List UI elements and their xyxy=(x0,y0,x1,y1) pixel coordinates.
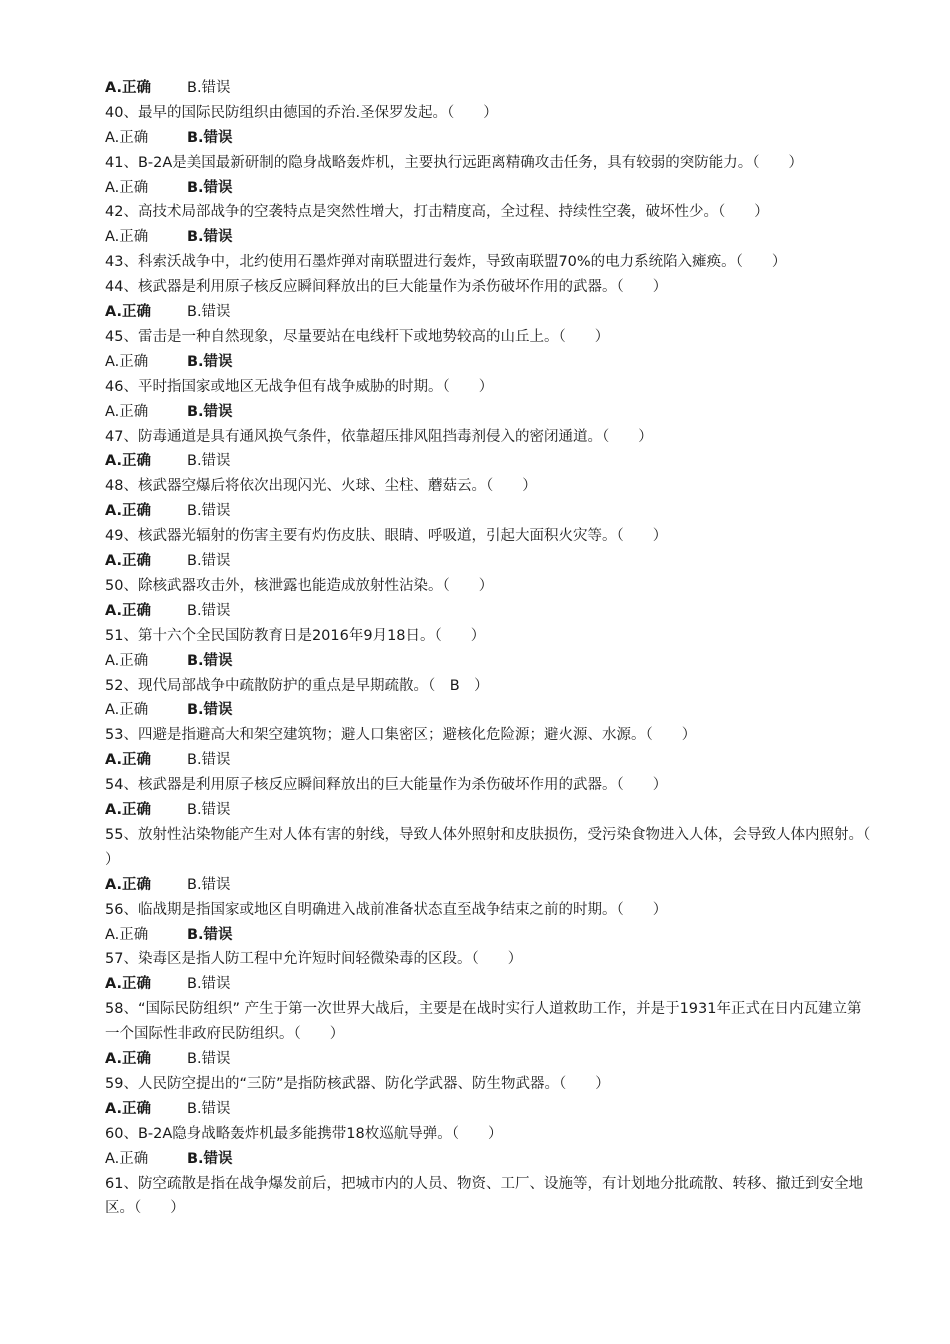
option-a-correct: A.正确 xyxy=(105,229,149,246)
question-text: 45、雷击是一种自然现象，尽量要站在电线杆下或地势较高的山丘上。（ ） xyxy=(105,328,610,345)
question-text: 55、放射性沾染物能产生对人体有害的射线，导致人体外照射和皮肤损伤，受污染食物进入人体，会导致人体内照射。（ ） xyxy=(105,826,900,868)
option-a-correct: A.正确 xyxy=(105,976,151,993)
answer-options xyxy=(105,126,875,151)
question-text: 48、核武器空爆后将依次出现闪光、火球、尘柱、蘑菇云。（ ） xyxy=(105,478,537,495)
option-a-correct: A.正确 xyxy=(105,652,149,669)
option-a-correct: A.正确 xyxy=(105,752,151,769)
question-text: 44、核武器是利用原子核反应瞬间释放出的巨大能量作为杀伤破坏作用的武器。（ ） xyxy=(105,279,668,296)
question-text: 41、B-2A是美国最新研制的隐身战略轰炸机，主要执行远距离精确攻击任务，具有较弱的突防能力。（ ） xyxy=(105,154,804,171)
answer-options xyxy=(105,1097,875,1122)
option-a-correct: A.正确 xyxy=(105,179,149,196)
answer-options xyxy=(105,499,875,524)
answer-options xyxy=(105,449,875,474)
answer-options xyxy=(105,923,875,948)
option-b-wrong: B.错误 xyxy=(187,453,231,470)
option-b-wrong: B.错误 xyxy=(187,80,231,96)
answer-options xyxy=(105,698,875,723)
question-text: 51、第十六个全民国防教育日是2016年9月18日。（ ） xyxy=(105,627,486,644)
question-text: 49、核武器光辐射的伤害主要有灼伤皮肤、眼睛、呼吸道，引起大面积火灾等。（ ） xyxy=(105,528,668,545)
question-text: 47、防毒通道是具有通风换气条件，依靠超压排风阻挡毒剂侵入的密闭通道。（ ） xyxy=(105,428,653,445)
question-text: 60、B-2A隐身战略轰炸机最多能携带18枚巡航导弹。（ ） xyxy=(105,1125,503,1142)
option-b-wrong: B.错误 xyxy=(187,976,231,993)
option-b-wrong: B.错误 xyxy=(187,179,233,196)
question-text: 61、防空疏散是指在战争爆发前后，把城市内的人员、物资、工厂、设施等，有计划地分批疏散、转移、撤迁到安全地区。（ ） xyxy=(105,1175,863,1217)
option-b-wrong: B.错误 xyxy=(187,802,231,819)
option-a-correct: A.正确 xyxy=(105,602,151,619)
option-a-correct: A.正确 xyxy=(105,503,151,520)
answer-options xyxy=(105,599,875,624)
option-a-correct: A.正确 xyxy=(105,876,151,893)
option-b-wrong: B.错误 xyxy=(187,129,233,146)
answer-options xyxy=(105,350,875,375)
answer-options xyxy=(105,300,875,325)
question-text: 56、临战期是指国家或地区自明确进入战前准备状态直至战争结束之前的时期。（ ） xyxy=(105,901,668,918)
option-b-wrong: B.错误 xyxy=(187,702,233,719)
answer-options xyxy=(105,798,875,823)
option-b-wrong: B.错误 xyxy=(187,1100,231,1117)
option-b-wrong: B.错误 xyxy=(187,403,233,420)
option-a-correct: A.正确 xyxy=(105,802,151,819)
answer-options xyxy=(105,748,875,773)
option-b-wrong: B.错误 xyxy=(187,1051,231,1068)
question-text: 52、现代局部战争中疏散防护的重点是早期疏散。（ B ） xyxy=(105,677,489,694)
question-text: 42、高技术局部战争的空袭特点是突然性增大，打击精度高，全过程、持续性空袭，破坏性少。（ ） xyxy=(105,204,769,221)
option-b-wrong: B.错误 xyxy=(187,926,233,943)
question-text: 58、“国际民防组织” 产生于第一次世界大战后，主要是在战时实行人道救助工作，并是于1931年正式在日内瓦建立第一个国际性非政府民防组织。（ ） xyxy=(105,1001,862,1043)
option-a-correct: A.正确 xyxy=(105,553,151,570)
option-a-correct: A.正确 xyxy=(105,926,149,943)
answer-options xyxy=(105,76,875,101)
answer-options xyxy=(105,225,875,250)
option-b-wrong: B.错误 xyxy=(187,876,231,893)
answer-options xyxy=(105,972,875,997)
question-text: 40、最早的国际民防组织由德国的乔治.圣保罗发起。（ ） xyxy=(105,104,498,121)
option-b-wrong: B.错误 xyxy=(187,602,231,619)
option-a-correct: A.正确 xyxy=(105,1150,149,1167)
answer-options xyxy=(105,400,875,425)
question-text: 46、平时指国家或地区无战争但有战争威胁的时期。（ ） xyxy=(105,378,494,395)
option-a-correct: A.正确 xyxy=(105,353,149,370)
option-b-wrong: B.错误 xyxy=(187,1150,233,1167)
question-text: 43、科索沃战争中，北约使用石墨炸弹对南联盟进行轰炸，导致南联盟70%的电力系统陷入瘫痪。（ ） xyxy=(105,254,787,271)
document-page xyxy=(105,76,900,1221)
option-a-correct: A.正确 xyxy=(105,403,149,420)
option-a-correct: A.正确 xyxy=(105,80,151,96)
option-a-correct: A.正确 xyxy=(105,304,151,321)
answer-options xyxy=(105,549,875,574)
answer-options xyxy=(105,873,875,898)
option-b-wrong: B.错误 xyxy=(187,652,233,669)
option-b-wrong: B.错误 xyxy=(187,304,231,321)
answer-options xyxy=(105,1047,875,1072)
answer-options xyxy=(105,1147,875,1172)
option-a-correct: A.正确 xyxy=(105,129,149,146)
option-b-wrong: B.错误 xyxy=(187,503,231,520)
option-b-wrong: B.错误 xyxy=(187,229,233,246)
option-b-wrong: B.错误 xyxy=(187,353,233,370)
option-b-wrong: B.错误 xyxy=(187,752,231,769)
answer-options xyxy=(105,176,875,201)
option-a-correct: A.正确 xyxy=(105,702,149,719)
option-b-wrong: B.错误 xyxy=(187,553,231,570)
question-text: 54、核武器是利用原子核反应瞬间释放出的巨大能量作为杀伤破坏作用的武器。（ ） xyxy=(105,777,668,794)
question-text: 59、人民防空提出的“三防”是指防核武器、防化学武器、防生物武器。（ ） xyxy=(105,1075,610,1092)
answer-options xyxy=(105,649,875,674)
question-text: 57、染毒区是指人防工程中允许短时间轻微染毒的区段。（ ） xyxy=(105,951,523,968)
option-a-correct: A.正确 xyxy=(105,453,151,470)
option-a-correct: A.正确 xyxy=(105,1051,151,1068)
question-text: 53、四避是指避高大和架空建筑物；避人口集密区；避核化危险源；避火源、水源。（ ） xyxy=(105,727,697,744)
question-text: 50、除核武器攻击外，核泄露也能造成放射性沾染。（ ） xyxy=(105,577,494,594)
option-a-correct: A.正确 xyxy=(105,1100,151,1117)
